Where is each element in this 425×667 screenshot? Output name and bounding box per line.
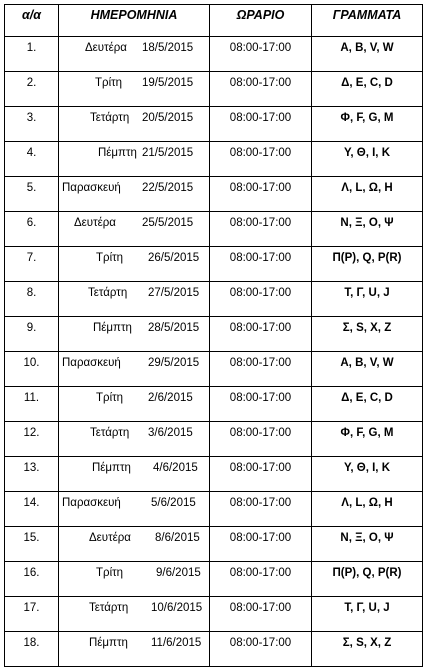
table-row (5, 352, 423, 387)
row-date: 8/6/2015 (155, 532, 200, 544)
row-date-cell (59, 422, 210, 457)
row-letters: Λ, L, Ω, H (312, 492, 423, 527)
row-letters: Δ, E, C, D (312, 387, 423, 422)
row-day-name: Πέμπτη (93, 322, 132, 334)
row-day-name: Παρασκευή (62, 497, 121, 509)
header-date: ΗΜΕΡΟΜΗΝΙΑ (59, 5, 210, 37)
table-row (5, 72, 423, 107)
table-row (5, 597, 423, 632)
row-date-cell (59, 492, 210, 527)
row-letters: Δ, E, C, D (312, 72, 423, 107)
row-index: 2. (5, 72, 59, 107)
row-date: 2/6/2015 (148, 392, 193, 404)
row-date: 19/5/2015 (142, 77, 194, 89)
row-time: 08:00-17:00 (210, 72, 312, 107)
row-time: 08:00-17:00 (210, 282, 312, 317)
row-time: 08:00-17:00 (210, 352, 312, 387)
row-day-name: Πέμπτη (98, 147, 137, 159)
row-date: 26/5/2015 (148, 252, 200, 264)
row-time: 08:00-17:00 (210, 107, 312, 142)
header-index: α/α (5, 5, 59, 37)
row-time: 08:00-17:00 (210, 632, 312, 667)
row-date-cell (59, 142, 210, 177)
row-date-cell (59, 72, 210, 107)
row-index: 12. (5, 422, 59, 457)
row-date: 28/5/2015 (148, 322, 200, 334)
row-date: 11/6/2015 (151, 637, 202, 649)
row-day-name: Τετάρτη (88, 287, 128, 299)
table-row (5, 317, 423, 352)
row-day-name: Τετάρτη (90, 112, 130, 124)
row-index: 6. (5, 212, 59, 247)
row-index: 1. (5, 37, 59, 72)
row-day-name: Τρίτη (95, 77, 123, 89)
row-date: 27/5/2015 (148, 287, 200, 299)
row-date-cell (59, 282, 210, 317)
row-letters: Y, Θ, I, K (312, 457, 423, 492)
row-letters: T, Γ, U, J (312, 282, 423, 317)
table-header (5, 5, 423, 37)
row-date: 10/6/2015 (151, 602, 203, 614)
row-date: 20/5/2015 (142, 112, 194, 124)
row-time: 08:00-17:00 (210, 212, 312, 247)
schedule-table (4, 4, 423, 667)
row-date-cell (59, 457, 210, 492)
row-day-name: Δευτέρα (89, 532, 131, 544)
row-date-cell (59, 212, 210, 247)
row-letters: N, Ξ, O, Ψ (312, 212, 423, 247)
row-day-name: Πέμπτη (89, 637, 128, 649)
row-date-cell (59, 247, 210, 282)
row-index: 18. (5, 632, 59, 667)
row-date: 21/5/2015 (142, 147, 194, 159)
row-date: 25/5/2015 (142, 217, 194, 229)
row-date-cell (59, 177, 210, 212)
row-index: 9. (5, 317, 59, 352)
row-letters: Σ, S, X, Z (312, 317, 423, 352)
row-date-cell (59, 597, 210, 632)
row-letters: Π(P), Q, P(R) (312, 562, 423, 597)
row-date-cell (59, 527, 210, 562)
row-letters: Π(P), Q, P(R) (312, 247, 423, 282)
row-date-cell (59, 352, 210, 387)
row-index: 13. (5, 457, 59, 492)
table-body (5, 37, 423, 667)
row-time: 08:00-17:00 (210, 317, 312, 352)
row-letters: A, B, V, W (312, 352, 423, 387)
row-day-name: Δευτέρα (74, 217, 116, 229)
row-day-name: Τρίτη (96, 252, 124, 264)
row-index: 14. (5, 492, 59, 527)
row-index: 15. (5, 527, 59, 562)
row-index: 7. (5, 247, 59, 282)
row-letters: Y, Θ, I, K (312, 142, 423, 177)
row-date-cell (59, 317, 210, 352)
row-date: 3/6/2015 (148, 427, 193, 439)
row-letters: Φ, F, G, M (312, 422, 423, 457)
row-day-name: Τρίτη (96, 567, 124, 579)
table-row (5, 632, 423, 667)
header-time: ΩΡΑΡΙΟ (210, 5, 312, 37)
row-letters: Σ, S, X, Z (312, 632, 423, 667)
row-letters: A, B, V, W (312, 37, 423, 72)
row-day-name: Δευτέρα (85, 42, 127, 54)
row-time: 08:00-17:00 (210, 527, 312, 562)
row-day-name: Παρασκευή (62, 357, 121, 369)
row-date-cell (59, 562, 210, 597)
table-row (5, 282, 423, 317)
row-letters: Λ, L, Ω, H (312, 177, 423, 212)
row-date: 22/5/2015 (142, 182, 194, 194)
row-time: 08:00-17:00 (210, 422, 312, 457)
table-row (5, 142, 423, 177)
table-row (5, 562, 423, 597)
row-index: 8. (5, 282, 59, 317)
table-row (5, 247, 423, 282)
table-row (5, 457, 423, 492)
row-time: 08:00-17:00 (210, 177, 312, 212)
row-day-name: Πέμπτη (92, 462, 131, 474)
row-index: 4. (5, 142, 59, 177)
row-day-name: Παρασκευή (62, 182, 121, 194)
row-date: 4/6/2015 (153, 462, 198, 474)
header-letters: ΓΡΑΜΜΑΤΑ (312, 5, 423, 37)
row-index: 11. (5, 387, 59, 422)
row-day-name: Τετάρτη (90, 427, 130, 439)
row-index: 5. (5, 177, 59, 212)
table-row (5, 492, 423, 527)
row-index: 17. (5, 597, 59, 632)
table-row (5, 212, 423, 247)
row-time: 08:00-17:00 (210, 247, 312, 282)
table-row (5, 527, 423, 562)
row-time: 08:00-17:00 (210, 142, 312, 177)
row-day-name: Τετάρτη (89, 602, 129, 614)
row-date-cell (59, 387, 210, 422)
row-letters: N, Ξ, O, Ψ (312, 527, 423, 562)
row-date-cell (59, 37, 210, 72)
row-date-cell (59, 632, 210, 667)
header-row (5, 5, 423, 37)
row-date: 5/6/2015 (151, 497, 196, 509)
row-time: 08:00-17:00 (210, 457, 312, 492)
schedule-table-container (4, 4, 423, 667)
row-time: 08:00-17:00 (210, 492, 312, 527)
table-row (5, 177, 423, 212)
row-day-name: Τρίτη (96, 392, 124, 404)
table-row (5, 37, 423, 72)
row-time: 08:00-17:00 (210, 37, 312, 72)
row-date-cell (59, 107, 210, 142)
row-letters: Φ, F, G, M (312, 107, 423, 142)
row-letters: T, Γ, U, J (312, 597, 423, 632)
table-row (5, 387, 423, 422)
row-date: 29/5/2015 (148, 357, 200, 369)
row-date: 18/5/2015 (142, 42, 194, 54)
table-row (5, 107, 423, 142)
row-time: 08:00-17:00 (210, 387, 312, 422)
row-index: 16. (5, 562, 59, 597)
row-index: 10. (5, 352, 59, 387)
row-date: 9/6/2015 (156, 567, 201, 579)
row-time: 08:00-17:00 (210, 597, 312, 632)
row-time: 08:00-17:00 (210, 562, 312, 597)
row-index: 3. (5, 107, 59, 142)
table-row (5, 422, 423, 457)
